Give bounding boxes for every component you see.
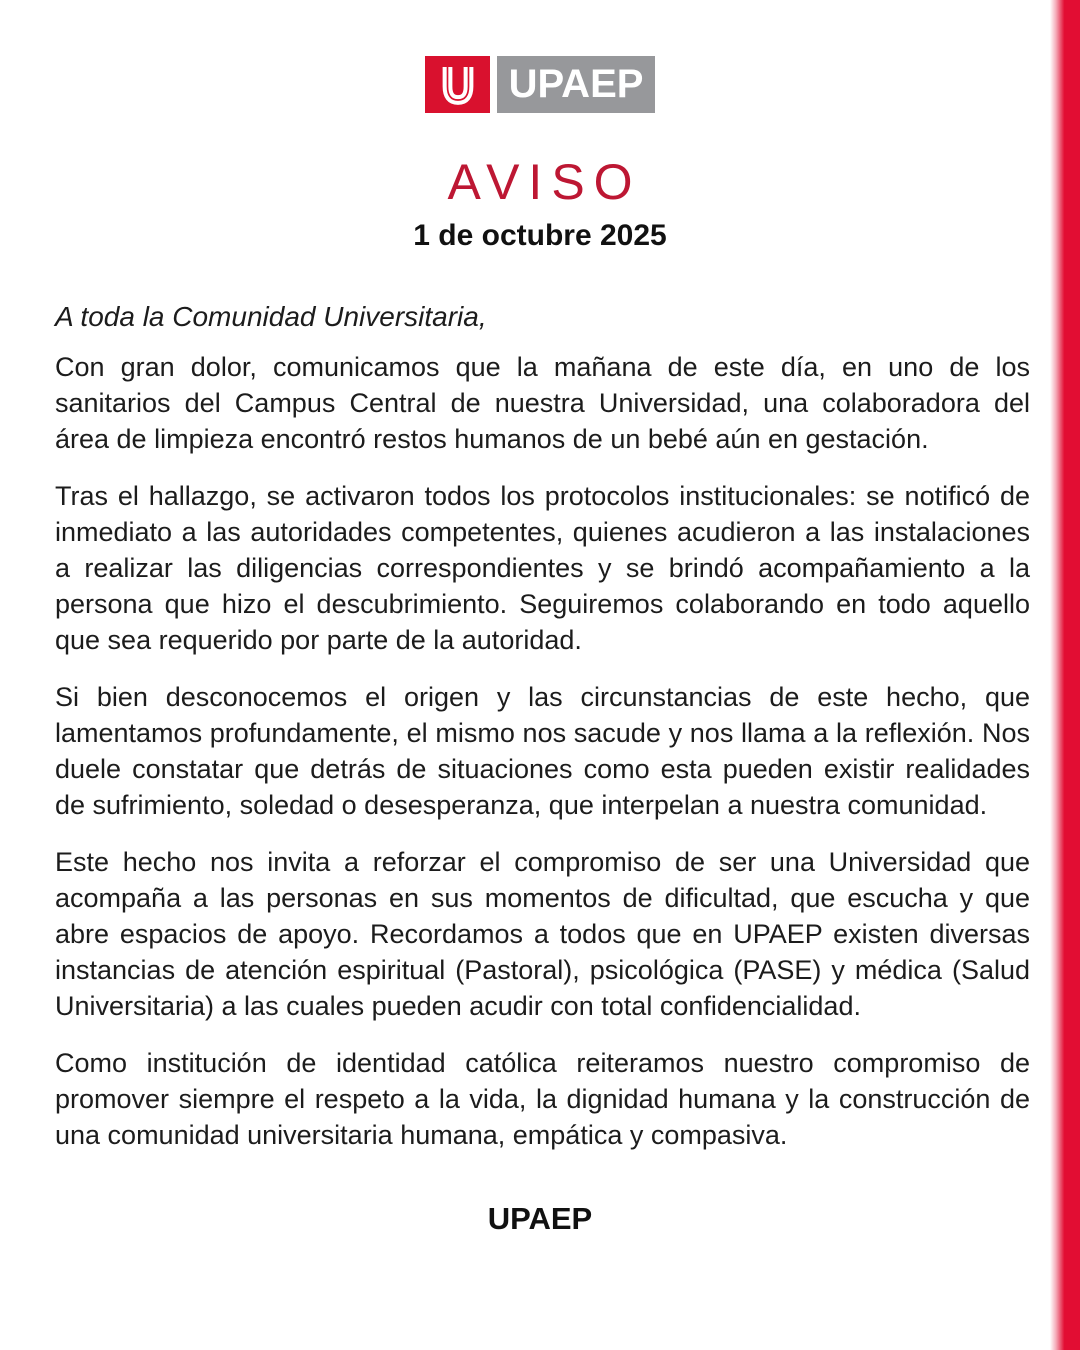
paragraph-support-services: Este hecho nos invita a reforzar el compromiso de ser una Universidad que acompaña a las personas en sus momentos de dificultad, que escucha y que abre espacios de apoyo. Recordamos a todos que en UPAEP existen diversas instancias de atención espiritual (Pastoral), psicológica (PASE) y médica (Salud Universitaria) a las cuales pueden acudir con total confidencialidad.: [55, 847, 1030, 1021]
salutation: A toda la Comunidad Universitaria,: [55, 301, 487, 332]
paragraph-protocols: Tras el hallazgo, se activaron todos los protocolos institucionales: se notificó de inmediato a las autoridades competentes, quienes acudieron a las instalaciones a realizar las diligencias correspondientes y se brindó acompañamiento a la persona que hizo el descubrimiento. Seguiremos colaborando en todo aquello que sea requerido por parte de la autoridad.: [55, 481, 1030, 655]
upaep-logo-wordmark: UPAEP: [497, 56, 655, 113]
signature: UPAEP: [487, 1201, 593, 1236]
notice-title: AVISO: [447, 154, 642, 210]
paragraph-discovery: Con gran dolor, comunicamos que la mañana de este día, en uno de los sanitarios del Campus Central de nuestra Universidad, una colaboradora del área de limpieza encontró restos humanos de un bebé aún en gestación.: [55, 352, 1030, 454]
upaep-logo: [425, 56, 655, 113]
u-letter-icon: [434, 61, 482, 109]
right-accent-bar: [1050, 0, 1080, 1350]
notice-body: [0, 299, 1080, 1153]
notice-date: 1 de octubre 2025: [413, 219, 667, 252]
upaep-logo-u-mark: [425, 56, 490, 113]
paragraph-commitment: Como institución de identidad católica reiteramos nuestro compromiso de promover siempre el respeto a la vida, la dignidad humana y la construcción de una comunidad universitaria humana, empática y compasiva.: [55, 1048, 1030, 1150]
paragraph-reflection: Si bien desconocemos el origen y las circunstancias de este hecho, que lamentamos profundamente, el mismo nos sacude y nos llama a la reflexión. Nos duele constatar que detrás de situaciones como esta pueden existir realidades de sufrimiento, soledad o desesperanza, que interpelan a nuestra comunidad.: [55, 682, 1030, 820]
masthead: [0, 0, 1080, 113]
